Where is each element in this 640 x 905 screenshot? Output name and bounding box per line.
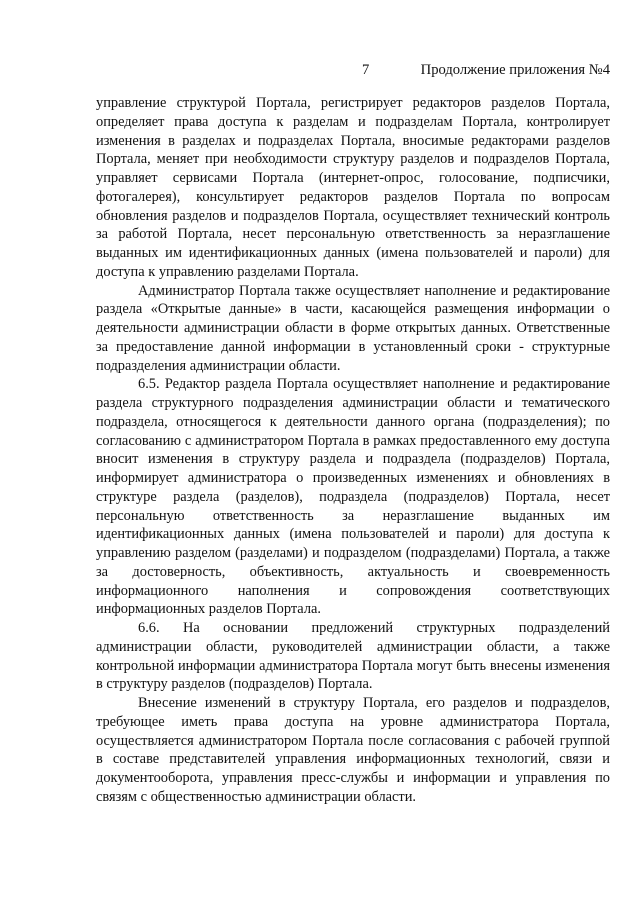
paragraph-6-6-structure-changes: 6.6. На основании предложений структурных подразделений администрации области, руководителей администрации области, а также контрольной информации администратора Портала могут быть внесены изменения в структуру разделов (подразделов) Портала. <box>96 620 610 693</box>
paragraph-6-5-section-editor: 6.5. Редактор раздела Портала осуществляет наполнение и редактирование раздела структурного подразделения администрации области и тематического подраздела, относящегося к деятельности данного органа (подразделения); по согласованию с администратором Портала в рамках предоставленного ему доступа вносит изменения в структуру раздела и подраздела (подразделов) Портала, информирует администратора о произведенных изменениях и обновлениях в структуре раздела (разделов), подраздела (подразделов) Портала, несет персональную ответственность за неразглашение выданных им идентификационных данных (имена пользователей и пароли) для доступа к управлению разделом (разделами) и подразделом (подразделами) Портала, а также за достоверность, объективность, актуальность и своевременность информационного наполнения и сопровождения соответствующих информационных разделов Портала. <box>96 376 610 618</box>
page-header <box>96 62 610 80</box>
paragraph-admin-duties: управление структурой Портала, регистрирует редакторов разделов Портала, определяет права доступа к разделам и подразделам Портала, контролирует изменения в разделах и подразделах Портала, вносимые редакторами разделов Портала, меняет при необходимости структуру разделов и подразделов Портала, управляет сервисами Портала (интернет-опрос, голосование, подписчики, фотогалерея), консультирует редакторов разделов Портала по вопросам обновления разделов и подразделов Портала, осуществляет технический контроль за работой Портала, несет персональную ответственность за неразглашение выданных им идентификационных данных (имена пользователей и пароли) для доступа к управлению разделами Портала. <box>96 95 610 280</box>
page-number: 7 <box>362 62 370 78</box>
appendix-continuation-label: Продолжение приложения №4 <box>420 62 610 78</box>
document-body <box>96 94 610 807</box>
paragraph-change-procedure: Внесение изменений в структуру Портала, его разделов и подразделов, требующее иметь права доступа на уровне администратора Портала, осуществляется администратором Портала после согласования с рабочей группой в составе представителей управления информационных технологий, связи и документооборота, управления пресс-службы и информации и управления по связям с общественностью администрации области. <box>96 695 610 805</box>
paragraph-open-data: Администратор Портала также осуществляет наполнение и редактирование раздела «Открытые данные» в части, касающейся размещения информации о деятельности администрации области в форме открытых данных. Ответственные за предоставление данной информации в установленный сроки - структурные подразделения администрации области. <box>96 282 610 374</box>
